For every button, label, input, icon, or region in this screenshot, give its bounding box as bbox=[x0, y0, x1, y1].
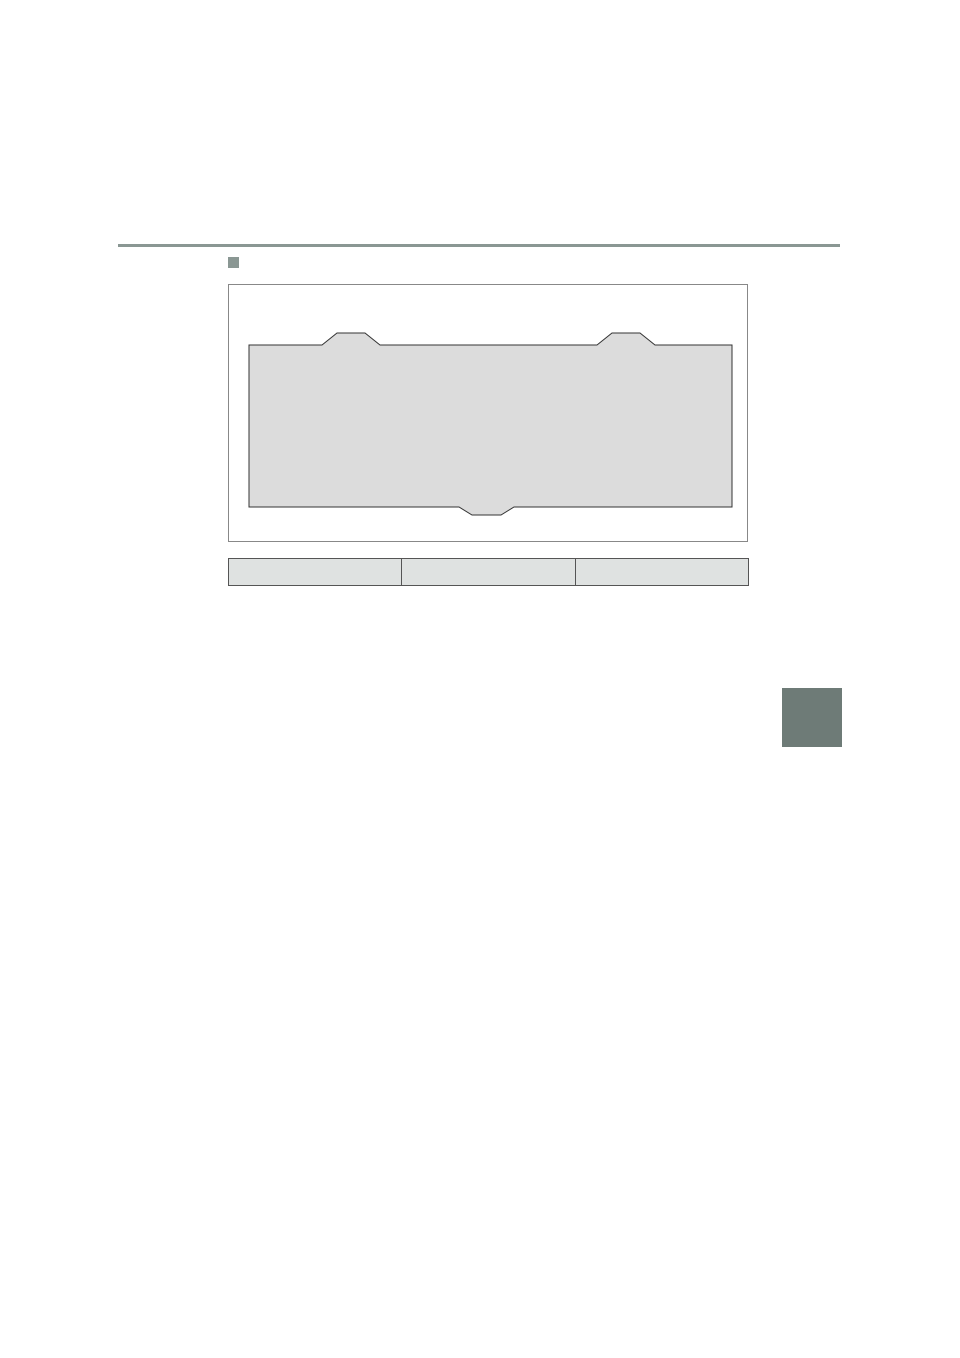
square-bullet-icon bbox=[228, 257, 239, 268]
section-heading bbox=[228, 255, 245, 272]
header-fuse bbox=[229, 559, 402, 586]
fuse-table bbox=[228, 558, 749, 586]
chapter-tab bbox=[782, 688, 842, 747]
chapter-label bbox=[783, 757, 805, 917]
fuse-box-outline bbox=[249, 333, 732, 515]
fuse-box-diagram bbox=[228, 284, 748, 542]
table-header-row bbox=[229, 559, 749, 586]
header-amps bbox=[402, 559, 575, 586]
fuse-box-drawing bbox=[229, 285, 749, 543]
header-divider bbox=[118, 244, 840, 247]
header-circuit bbox=[575, 559, 748, 586]
